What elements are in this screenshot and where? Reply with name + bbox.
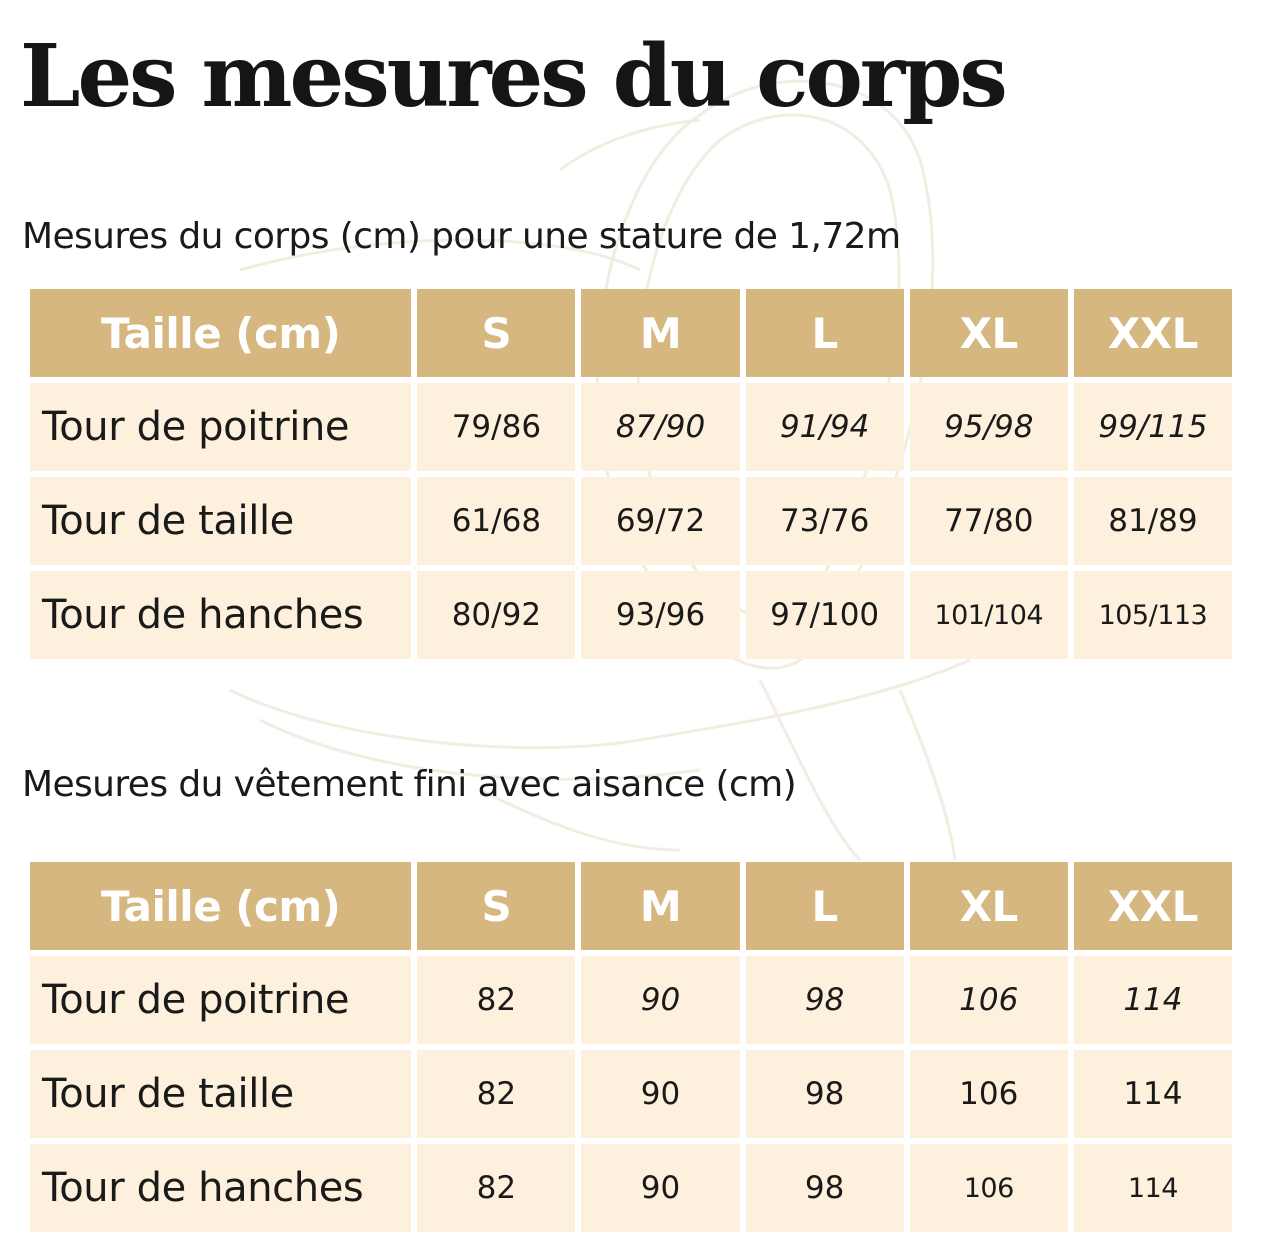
garment-measurements-table [24,856,1238,1238]
header-size-s: S [417,862,575,950]
body-measurements-title: Mesures du corps (cm) pour une stature de 1,72m [22,216,901,257]
cell-waist-xl: 77/80 [910,477,1068,565]
table-row-hips [30,571,1232,659]
cell-chest-m: 87/90 [581,383,739,471]
header-size-xl: XL [910,289,1068,377]
body-measurements-table [24,283,1238,665]
cell-waist-xxl: 114 [1074,1050,1232,1138]
cell-chest-m: 90 [581,956,739,1044]
cell-waist-l: 73/76 [746,477,904,565]
table-row-chest [30,956,1232,1044]
row-label-hips: Tour de hanches [30,1144,411,1232]
row-label-chest: Tour de poitrine [30,383,411,471]
header-size-label: Taille (cm) [30,862,411,950]
cell-waist-s: 61/68 [417,477,575,565]
cell-waist-l: 98 [746,1050,904,1138]
cell-hips-l: 97/100 [746,571,904,659]
header-size-xxl: XXL [1074,289,1232,377]
cell-hips-xxl: 114 [1074,1144,1232,1232]
header-size-xxl: XXL [1074,862,1232,950]
cell-waist-xxl: 81/89 [1074,477,1232,565]
cell-chest-l: 91/94 [746,383,904,471]
table-row-chest [30,383,1232,471]
cell-chest-s: 79/86 [417,383,575,471]
header-size-m: M [581,289,739,377]
cell-waist-m: 69/72 [581,477,739,565]
cell-hips-xl: 101/104 [910,571,1068,659]
cell-chest-s: 82 [417,956,575,1044]
cell-chest-xxl: 99/115 [1074,383,1232,471]
cell-hips-xxl: 105/113 [1074,571,1232,659]
header-size-m: M [581,862,739,950]
cell-hips-xl: 106 [910,1144,1068,1232]
row-label-waist: Tour de taille [30,1050,411,1138]
cell-chest-l: 98 [746,956,904,1044]
header-size-label: Taille (cm) [30,289,411,377]
row-label-waist: Tour de taille [30,477,411,565]
cell-chest-xxl: 114 [1074,956,1232,1044]
header-size-s: S [417,289,575,377]
row-label-chest: Tour de poitrine [30,956,411,1044]
row-label-hips: Tour de hanches [30,571,411,659]
cell-chest-xl: 95/98 [910,383,1068,471]
header-size-l: L [746,862,904,950]
cell-waist-xl: 106 [910,1050,1068,1138]
cell-hips-s: 80/92 [417,571,575,659]
table-header-row [30,862,1232,950]
table-row-hips [30,1144,1232,1232]
cell-hips-m: 90 [581,1144,739,1232]
cell-hips-m: 93/96 [581,571,739,659]
cell-hips-s: 82 [417,1144,575,1232]
cell-waist-s: 82 [417,1050,575,1138]
table-header-row [30,289,1232,377]
garment-measurements-title: Mesures du vêtement fini avec aisance (cm) [22,764,797,805]
cell-chest-xl: 106 [910,956,1068,1044]
cell-hips-l: 98 [746,1144,904,1232]
table-row-waist [30,477,1232,565]
header-size-l: L [746,289,904,377]
page-title: Les mesures du corps [20,26,1005,127]
header-size-xl: XL [910,862,1068,950]
table-row-waist [30,1050,1232,1138]
cell-waist-m: 90 [581,1050,739,1138]
